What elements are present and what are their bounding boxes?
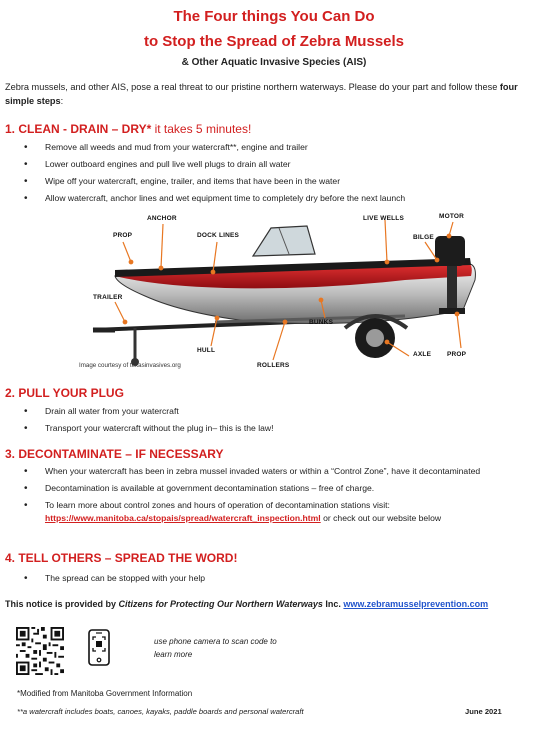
notice-org: Citizens for Protecting Our Northern Waterways xyxy=(118,599,323,609)
website-link[interactable]: www.zebramusselprevention.com xyxy=(343,599,489,609)
scan-instruction: use phone camera to scan code to learn more xyxy=(154,637,277,659)
title-line-1: The Four things You Can Do xyxy=(173,8,375,25)
step3-link-after: or check out our website below xyxy=(320,513,442,523)
step2-list xyxy=(24,405,273,439)
qr-code-icon xyxy=(16,627,64,675)
label-prop: PROP xyxy=(113,232,133,239)
label-anchor: ANCHOR xyxy=(147,215,177,222)
publication-date: June 2021 xyxy=(465,707,502,716)
step1-heading-main: 1. CLEAN - DRAIN – DRY* xyxy=(5,122,152,136)
list-item: • Lower outboard engines and pull live well plugs to drain all water xyxy=(24,158,405,171)
step4-heading: 4. TELL OTHERS – SPREAD THE WORD! xyxy=(5,551,238,565)
manitoba-link[interactable]: https://www.manitoba.ca/stopais/spread/watercraft_inspection.html xyxy=(45,513,321,523)
notice-before: This notice is provided by xyxy=(5,599,119,609)
list-item: • Allow watercraft, anchor lines and wet equipment time to completely dry before the next launch xyxy=(24,192,405,205)
step1-heading xyxy=(5,122,251,136)
step3-list xyxy=(24,465,524,529)
step2-heading: 2. PULL YOUR PLUG xyxy=(5,386,124,400)
step4-list xyxy=(24,572,205,589)
notice-line xyxy=(5,599,488,609)
list-item: • When your watercraft has been in zebra mussel invaded waters or within a “Control Zone”, have it decontaminated xyxy=(24,465,524,478)
intro-end: : xyxy=(60,96,64,106)
list-item: • Remove all weeds and mud from your watercraft**, engine and trailer xyxy=(24,141,405,154)
step1-list xyxy=(24,141,405,209)
label-bunks: BUNKS xyxy=(309,319,334,326)
label-bilge: BILGE xyxy=(413,234,434,241)
label-rollers: ROLLERS xyxy=(257,362,290,369)
step3-heading: 3. DECONTAMINATE – IF NECESSARY xyxy=(5,447,224,461)
list-item: • The spread can be stopped with your help xyxy=(24,572,205,585)
label-live-wells: LIVE WELLS xyxy=(363,215,404,222)
step3-visit-text: To learn more about control zones and hours of operation of decontamination stations visit: xyxy=(45,500,390,510)
intro-paragraph xyxy=(5,80,540,108)
notice-inc: Inc. xyxy=(322,599,344,609)
intro-text: Zebra mussels, and other AIS, pose a real threat to our pristine northern waterways. Please do your part and follow these xyxy=(5,82,500,92)
label-prop-rear: PROP xyxy=(447,351,467,358)
label-hull: HULL xyxy=(197,347,216,354)
title-line-2: to Stop the Spread of Zebra Mussels xyxy=(143,33,405,50)
outboard-motor xyxy=(435,236,465,266)
footnote-1: *Modified from Manitoba Government Information xyxy=(17,689,193,698)
intro-bold: four simple steps xyxy=(5,82,518,106)
label-motor: MOTOR xyxy=(439,213,465,220)
boat-illustration xyxy=(75,210,522,375)
image-credit: Image courtesy of texasinvasives.org xyxy=(79,362,181,369)
subtitle: & Other Aquatic Invasive Species (AIS) xyxy=(181,57,367,68)
label-trailer: TRAILER xyxy=(93,294,123,301)
list-item: • Transport your watercraft without the plug in– this is the law! xyxy=(24,422,273,435)
list-item xyxy=(24,499,524,525)
list-item: • Drain all water from your watercraft xyxy=(24,405,273,418)
list-item: • Wipe off your watercraft, engine, trailer, and items that have been in the water xyxy=(24,175,405,188)
list-item: • Decontamination is available at government decontamination stations – free of charge. xyxy=(24,482,524,495)
label-axle: AXLE xyxy=(413,351,432,358)
step1-heading-sub: it takes 5 minutes! xyxy=(151,122,252,136)
label-dock-lines: DOCK LINES xyxy=(197,232,240,239)
phone-scan-icon xyxy=(86,629,112,667)
footnote-2: **a watercraft includes boats, canoes, kayaks, paddle boards and personal watercraft xyxy=(17,707,304,716)
